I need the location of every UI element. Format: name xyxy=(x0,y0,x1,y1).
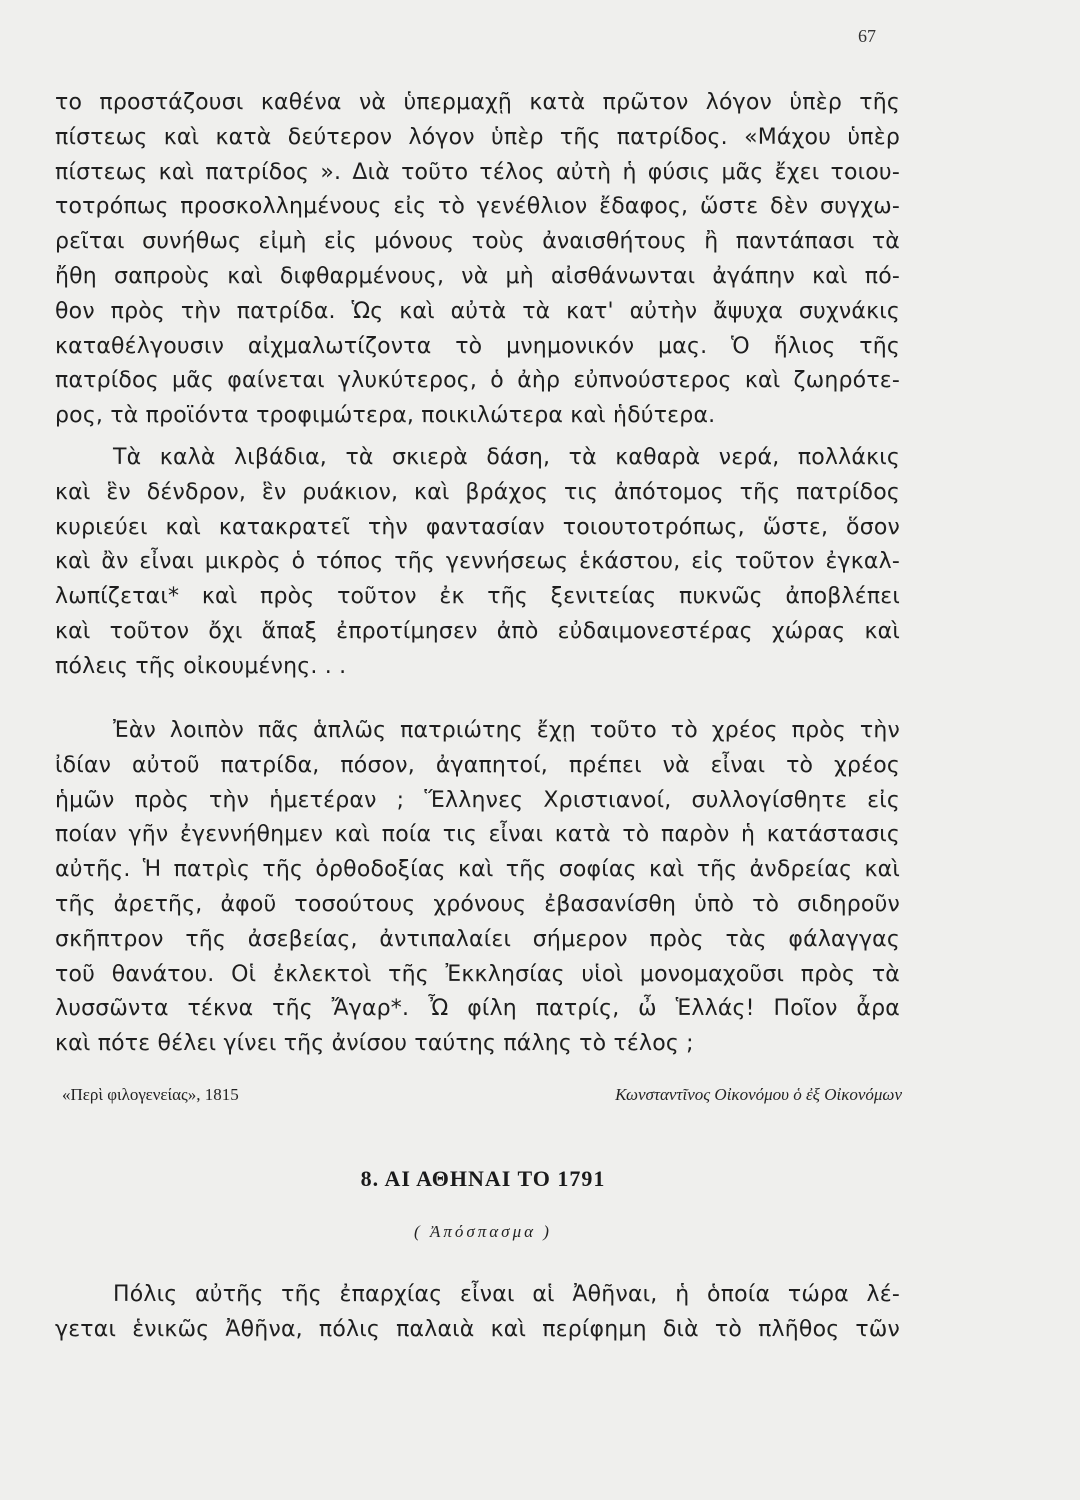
text-line: τοῦ θανάτου. Οἱ ἐκλεκτοὶ τῆς Ἐκκλησίας υἱοὶ μονομαχοῦσι πρὸς τὰ xyxy=(55,961,900,987)
source-attribution xyxy=(62,1085,902,1109)
text-line: Ἐὰν λοιπὸν πᾶς ἁπλῶς πατριώτης ἔχῃ τοῦτο τὸ χρέος πρὸς τὴν xyxy=(113,718,900,743)
text-line: Πόλις αὐτῆς τῆς ἐπαρχίας εἶναι αἱ Ἀθῆναι, ἡ ὁποία τώρα λέ- xyxy=(113,1282,900,1307)
text-line: λυσσῶντα τέκνα τῆς Ἄγαρ*. Ὦ φίλη πατρίς, ὦ Ἑλλάς! Ποῖον ἆρα xyxy=(55,996,900,1022)
paragraph-4 xyxy=(55,1278,900,1348)
source-author: Κωνσταντῖνος Οἰκονόμου ὁ ἐξ Οἰκονόμων xyxy=(615,1085,902,1104)
paragraph-3 xyxy=(55,714,900,1062)
text-line: αὐτῆς. Ἡ πατρὶς τῆς ὀρθοδοξίας καὶ τῆς σοφίας καὶ τῆς ἀνδρείας καὶ xyxy=(55,857,900,883)
text-line: το προστάζουσι καθένα νὰ ὑπερμαχῇ κατὰ πρῶτον λόγον ὑπὲρ τῆς xyxy=(55,90,900,115)
text-line: λωπίζεται* καὶ πρὸς τοῦτον ἐκ τῆς ξενιτείας πυκνῶς ἀποβλέπει xyxy=(55,584,900,610)
page-number: 67 xyxy=(858,26,876,46)
text-line: ἤθη σαπροὺς καὶ διφθαρμένους, νὰ μὴ αἰσθάνωνται ἀγάπην καὶ πό- xyxy=(55,263,900,289)
text-line: σκῆπτρον τῆς ἀσεβείας, ἀντιπαλαίει σήμερον πρὸς τὰς φάλαγγας xyxy=(55,926,900,952)
text-line: ἰδίαν αὐτοῦ πατρίδα, πόσον, ἀγαπητοί, πρέπει νὰ εἶναι τὸ χρέος xyxy=(55,752,900,778)
text-line: ρεῖται συνήθως εἰμὴ εἰς μόνους τοὺς ἀναισθήτους ἢ παντάπασι τὰ xyxy=(55,229,900,255)
text-line: καὶ ἂν εἶναι μικρὸς ὁ τόπος τῆς γεννήσεως ἑκάστου, εἰς τοῦτον ἐγκαλ- xyxy=(55,549,900,575)
text-line: ἡμῶν πρὸς τὴν ἡμετέραν ; Ἕλληνες Χριστιανοί, συλλογίσθητε εἰς xyxy=(55,787,900,813)
text-line: πατρίδος μᾶς φαίνεται γλυκύτερος, ὁ ἀὴρ εὐπνούστερος καὶ ζωηρότε- xyxy=(55,368,900,394)
text-line: ποίαν γῆν ἐγεννήθημεν καὶ ποία τις εἶναι κατὰ τὸ παρὸν ἡ κατάστασις xyxy=(55,822,900,848)
source-work: «Περὶ φιλογενείας», 1815 xyxy=(62,1085,239,1104)
paragraph-2 xyxy=(55,441,900,685)
text-line: πίστεως καὶ πατρίδος ». Διὰ τοῦτο τέλος αὐτὴ ἡ φύσις μᾶς ἔχει τοιου- xyxy=(55,159,900,185)
text-line: θον πρὸς τὴν πατρίδα. Ὡς καὶ αὐτὰ τὰ κατ' αὐτὴν ἄψυχα συχνάκις xyxy=(55,298,900,324)
text-line: ρος, τὰ προϊόντα τροφιμώτερα, ποικιλώτερα καὶ ἡδύτερα. xyxy=(55,403,716,429)
text-line: γεται ἑνικῶς Ἀθῆνα, πόλις παλαιὰ καὶ περίφημη διὰ τὸ πλῆθος τῶν xyxy=(55,1316,900,1342)
section-heading: 8. ΑΙ ΑΘΗΝΑΙ ΤΟ 1791 xyxy=(360,1166,606,1191)
text-line: καὶ τοῦτον ὄχι ἅπαξ ἐπροτίμησεν ἀπὸ εὐδαιμονεστέρας χώρας καὶ xyxy=(55,618,900,644)
text-line: πίστεως καὶ κατὰ δεύτερον λόγον ὑπὲρ τῆς πατρίδος. «Μάχου ὑπὲρ xyxy=(55,124,900,150)
text-line: τῆς ἀρετῆς, ἀφοῦ τοσούτους χρόνους ἐβασανίσθη ὑπὸ τὸ σιδηροῦν xyxy=(55,891,900,917)
text-line: καταθέλγουσιν αἰχμαλωτίζοντα τὸ μνημονικόν μας. Ὁ ἥλιος τῆς xyxy=(55,333,900,359)
text-line: κυριεύει καὶ κατακρατεῖ τὴν φαντασίαν τοιουτοτρόπως, ὥστε, ὅσον xyxy=(55,514,900,540)
text-line: καὶ ἓν δένδρον, ἓν ρυάκιον, καὶ βράχος τις ἀπότομος τῆς πατρίδος xyxy=(55,479,900,505)
text-line: πόλεις τῆς οἰκουμένης. . . xyxy=(55,653,347,679)
text-line: καὶ πότε θέλει γίνει τῆς ἀνίσου ταύτης πάλης τὸ τέλος ; xyxy=(55,1031,694,1057)
text-line: Τὰ καλὰ λιβάδια, τὰ σκιερὰ δάση, τὰ καθαρὰ νερά, πολλάκις xyxy=(113,445,900,470)
text-line: τοτρόπως προσκολλημένους εἰς τὸ γενέθλιον ἔδαφος, ὥστε δὲν συγχω- xyxy=(55,194,900,220)
paragraph-1 xyxy=(55,86,900,434)
section-subtitle: ( Ἀπόσπασμα ) xyxy=(414,1222,552,1241)
